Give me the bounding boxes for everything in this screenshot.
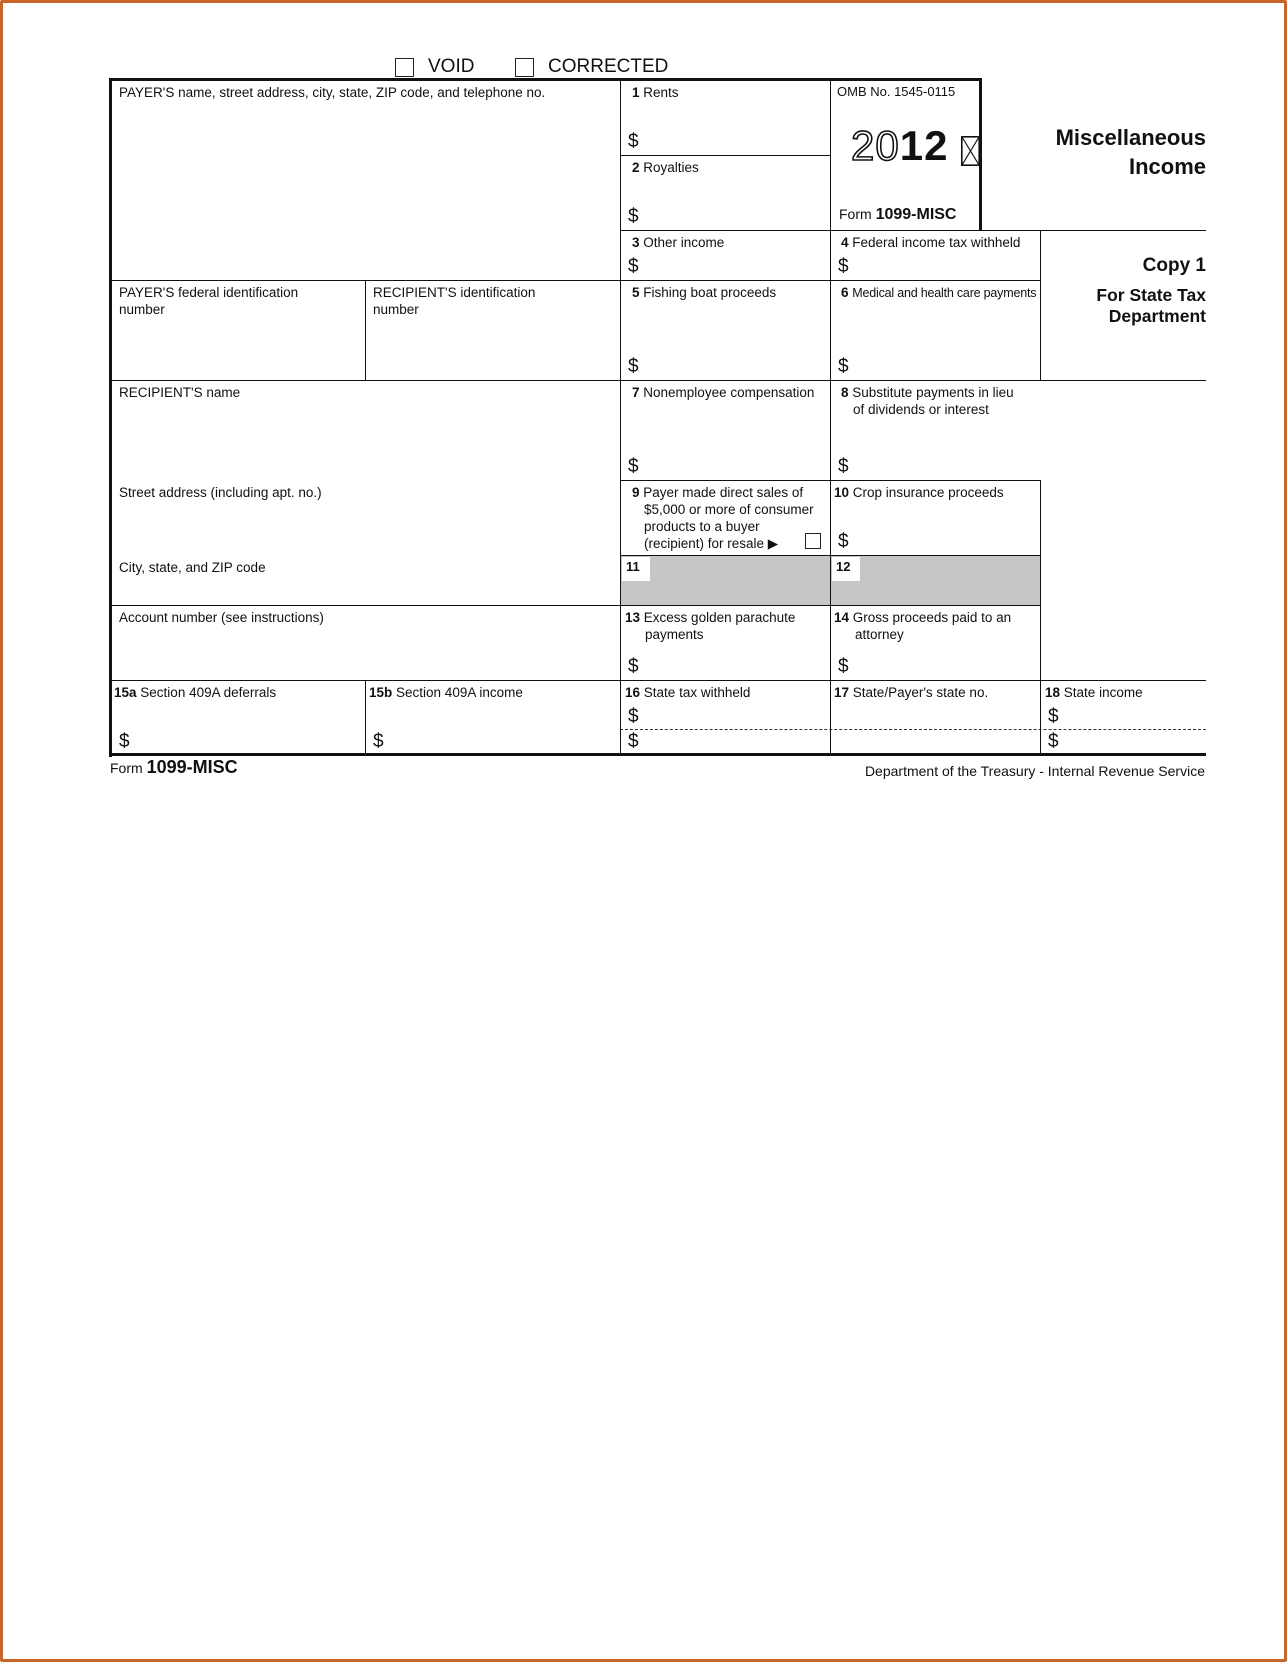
void-checkbox[interactable] bbox=[395, 58, 414, 77]
box18-dollar-1: $ bbox=[1048, 706, 1059, 727]
line-box1-bottom bbox=[620, 155, 830, 156]
box18-dollar-2: $ bbox=[1048, 731, 1059, 752]
form-left-border bbox=[109, 78, 112, 757]
line-col-830 bbox=[830, 80, 831, 755]
box7-dollar: $ bbox=[628, 456, 639, 477]
box1-dollar: $ bbox=[628, 131, 639, 152]
box10-dollar: $ bbox=[838, 531, 849, 552]
line-col-365-top bbox=[365, 280, 366, 380]
box4-dollar: $ bbox=[838, 256, 849, 277]
box14-label: 14 Gross proceeds paid to an attorney bbox=[834, 610, 1012, 642]
box14-dollar: $ bbox=[838, 656, 849, 677]
box5-label: 5 Fishing boat proceeds bbox=[632, 285, 777, 300]
box9-checkbox[interactable] bbox=[805, 533, 821, 549]
recipient-id-label: RECIPIENT'S identification number bbox=[373, 285, 536, 317]
city-state-zip-label: City, state, and ZIP code bbox=[119, 560, 266, 575]
box17-label: 17 State/Payer's state no. bbox=[834, 685, 989, 700]
corrected-checkbox[interactable] bbox=[515, 58, 534, 77]
box6-label: 6 Medical and health care payments bbox=[841, 285, 1037, 300]
corrected-option[interactable] bbox=[515, 56, 668, 78]
box4-label: 4 Federal income tax withheld bbox=[841, 235, 1021, 250]
line-col-1040-top bbox=[1040, 230, 1041, 380]
box3-dollar: $ bbox=[628, 256, 639, 277]
recipient-name-label: RECIPIENT'S name bbox=[119, 385, 241, 400]
line-col-620 bbox=[620, 80, 621, 755]
year-box-icon bbox=[961, 136, 980, 166]
box10-label: 10 Crop insurance proceeds bbox=[834, 485, 1004, 500]
box18-label: 18 State income bbox=[1045, 685, 1143, 700]
state-dashed-line bbox=[620, 729, 1206, 730]
account-number-label: Account number (see instructions) bbox=[119, 610, 324, 625]
box15a-label: 15a Section 409A deferrals bbox=[114, 685, 277, 700]
footer-form-name: Form 1099-MISC bbox=[110, 757, 238, 777]
box2-dollar: $ bbox=[628, 206, 639, 227]
tax-year: 2012 bbox=[851, 122, 949, 169]
box6-dollar: $ bbox=[838, 356, 849, 377]
box2-label: 2 Royalties bbox=[632, 160, 699, 175]
box11-shaded bbox=[621, 556, 830, 605]
box13-dollar: $ bbox=[628, 656, 639, 677]
copy-designation: Copy 1 For State Tax Department bbox=[1096, 255, 1206, 326]
corrected-label: CORRECTED bbox=[548, 56, 669, 77]
street-address-label: Street address (including apt. no.) bbox=[119, 485, 322, 500]
box1-label: 1 Rents bbox=[632, 85, 679, 100]
form-title: Miscellaneous Income bbox=[1055, 125, 1206, 179]
form-reference: Form 1099-MISC bbox=[839, 206, 957, 223]
box15b-label: 15b Section 409A income bbox=[369, 685, 523, 700]
form-top-border bbox=[109, 78, 982, 81]
box11-number: 11 bbox=[622, 557, 650, 581]
line-row-230 bbox=[620, 230, 1206, 231]
line-row-280 bbox=[110, 280, 1040, 281]
box5-dollar: $ bbox=[628, 356, 639, 377]
box16-label: 16 State tax withheld bbox=[625, 685, 751, 700]
box3-label: 3 Other income bbox=[632, 235, 725, 250]
payer-name-label: PAYER'S name, street address, city, state, ZIP code, and telephone no. bbox=[119, 85, 546, 100]
box13-label: 13 Excess golden parachute payments bbox=[625, 610, 796, 642]
box8-label: 8 Substitute payments in lieu of dividends or interest bbox=[841, 385, 1014, 417]
form-bottom-border bbox=[109, 753, 1206, 756]
line-col-1040-bottom bbox=[1040, 480, 1041, 755]
box12-number: 12 bbox=[832, 557, 860, 581]
box16-dollar-2: $ bbox=[628, 731, 639, 752]
box8-dollar: $ bbox=[838, 456, 849, 477]
box15a-dollar: $ bbox=[119, 731, 130, 752]
line-row-380 bbox=[110, 380, 1206, 381]
line-col-365-bottom bbox=[365, 680, 366, 755]
footer-department: Department of the Treasury - Internal Revenue Service bbox=[864, 763, 1205, 779]
omb-number: OMB No. 1545-0115 bbox=[837, 84, 956, 99]
line-row-680 bbox=[110, 680, 1206, 681]
box12-shaded bbox=[831, 556, 1040, 605]
box15b-dollar: $ bbox=[373, 731, 384, 752]
line-row-605 bbox=[110, 605, 1040, 606]
void-option[interactable] bbox=[395, 56, 474, 78]
box7-label: 7 Nonemployee compensation bbox=[632, 385, 815, 400]
box9-label: 9 Payer made direct sales of $5,000 or more of consumer products to a buyer (recipient) for resale ▶ bbox=[632, 485, 814, 551]
payer-fed-id-label: PAYER'S federal identification number bbox=[119, 285, 299, 317]
box16-dollar-1: $ bbox=[628, 706, 639, 727]
void-label: VOID bbox=[428, 56, 475, 77]
